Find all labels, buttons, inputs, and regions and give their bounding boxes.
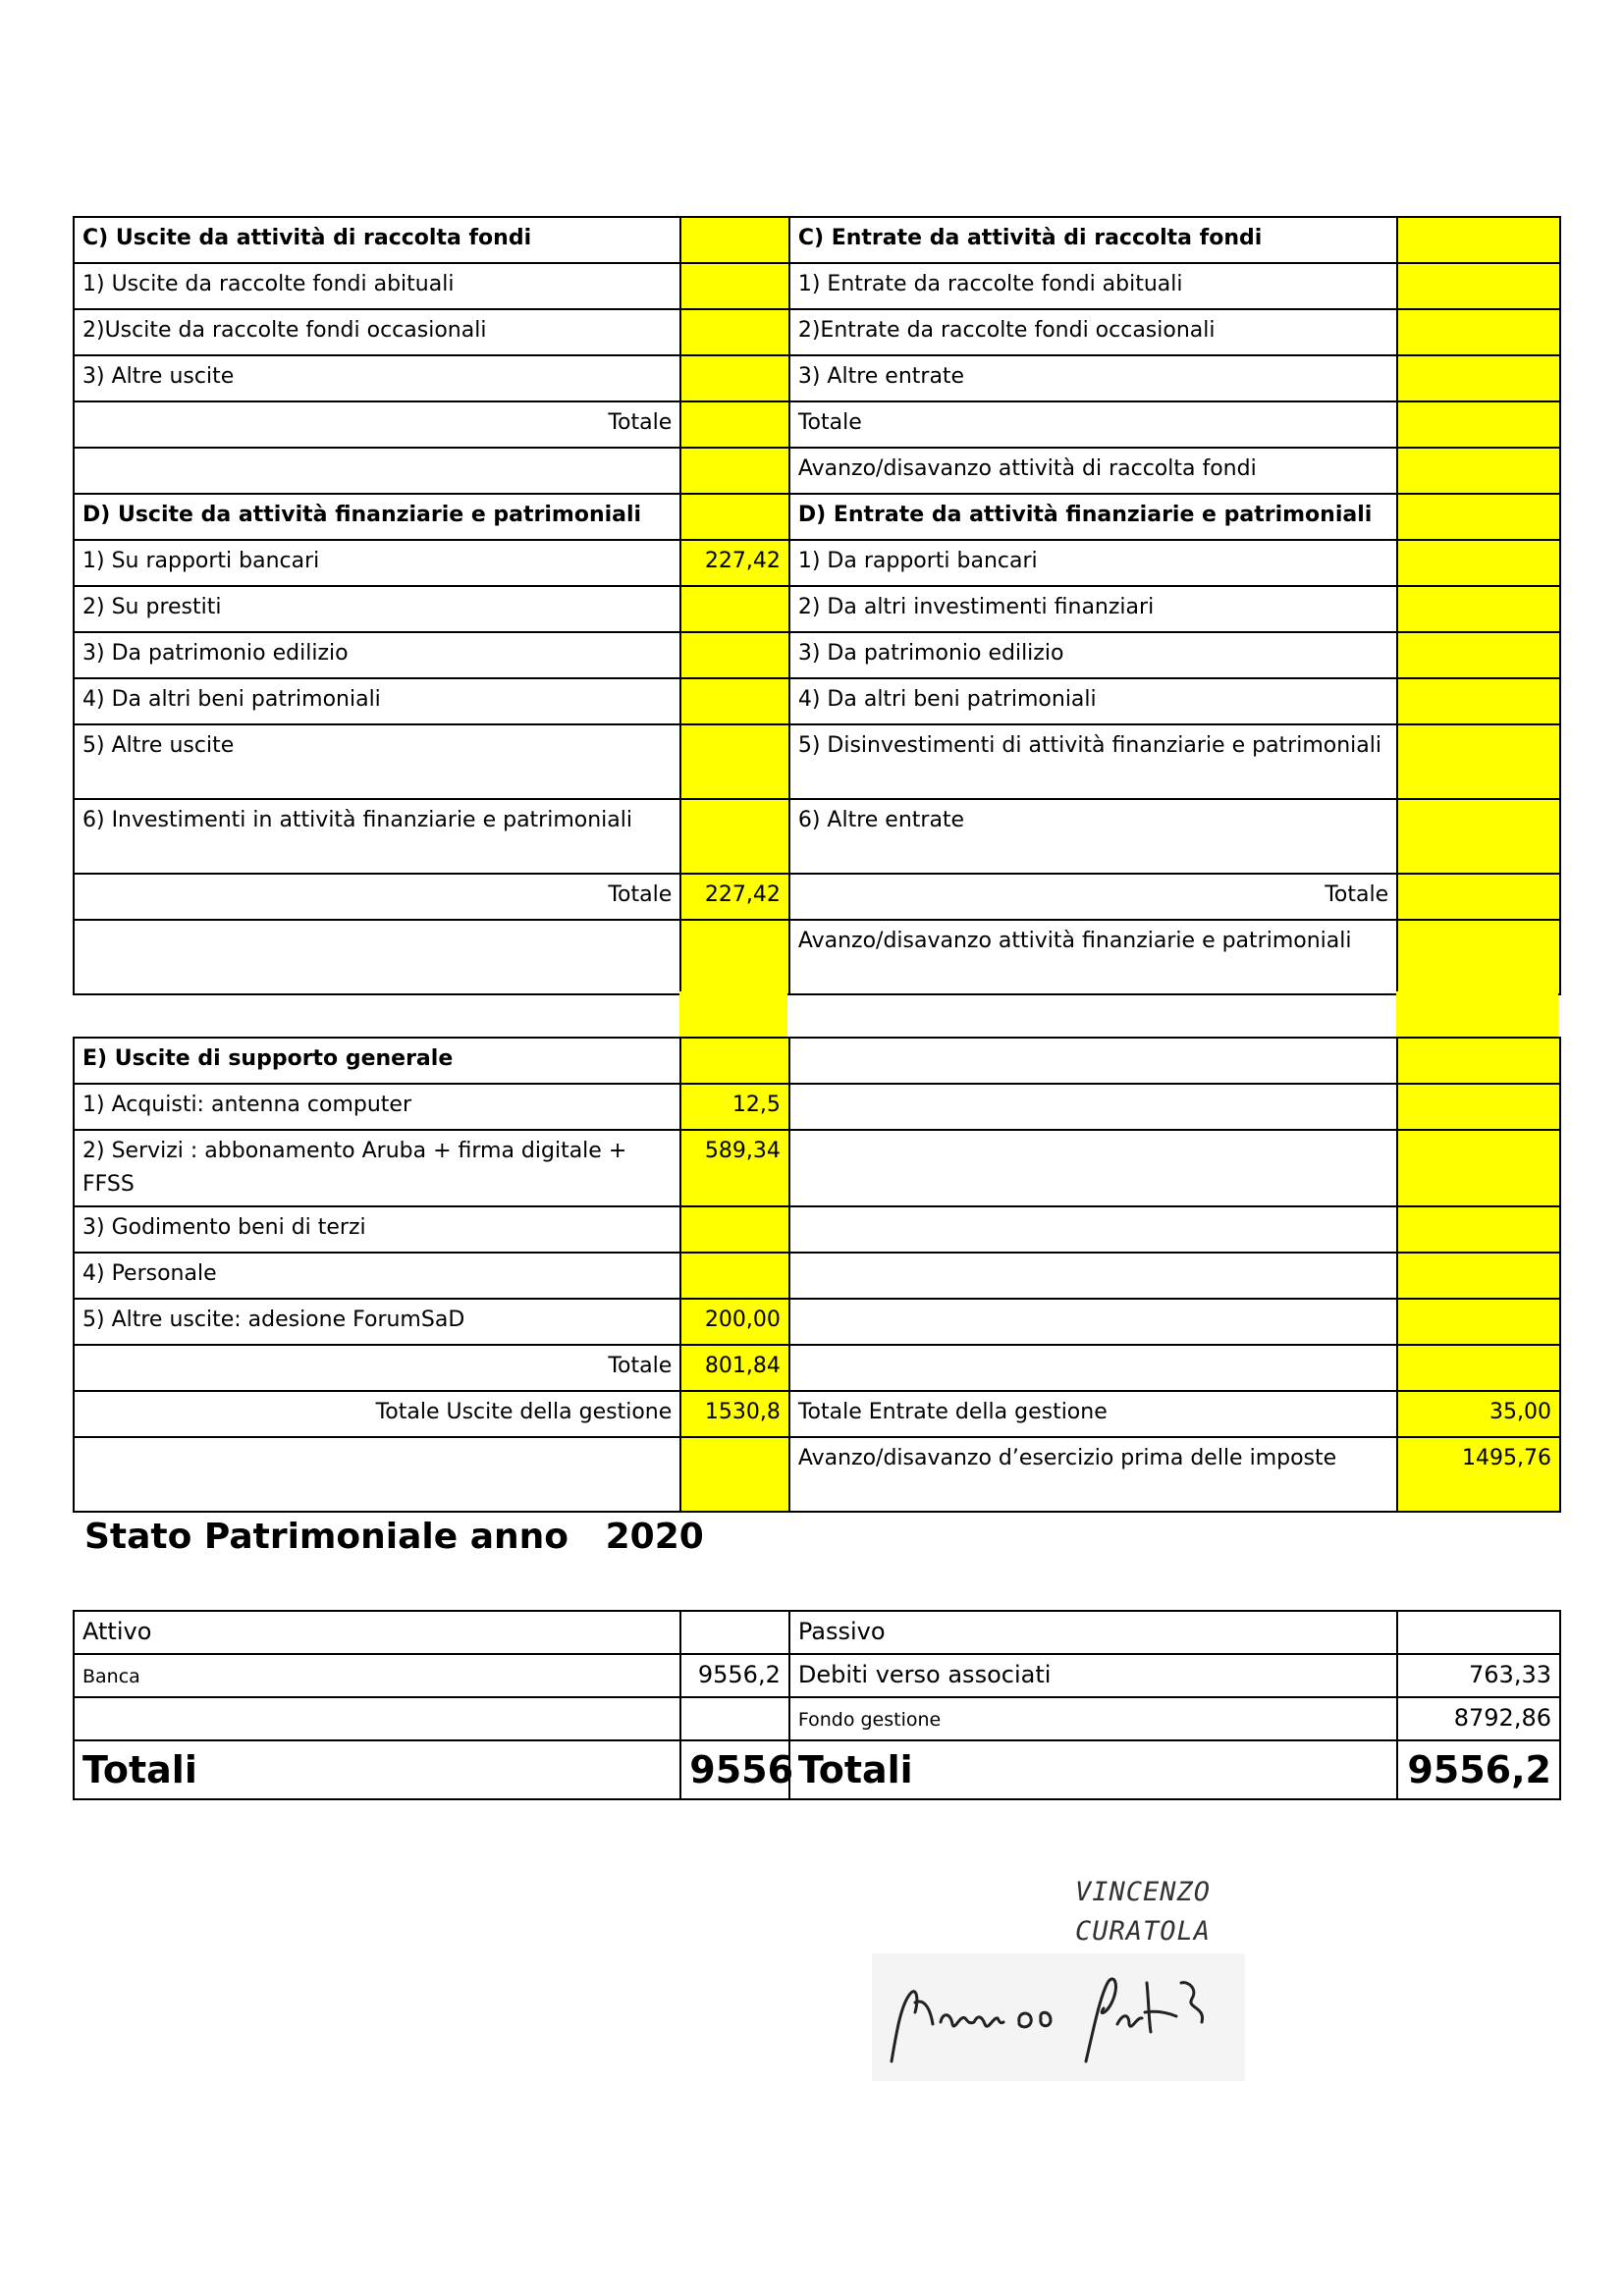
empty-cell [1397, 1611, 1560, 1654]
row-label: 1) Acquisti: antenna computer [74, 1084, 680, 1130]
value-cell [1397, 263, 1560, 309]
row-label: 2) Su prestiti [74, 586, 680, 632]
signatory-last-name: CURATOLA [1075, 1916, 1212, 1947]
value-cell [1397, 540, 1560, 586]
value-cell [680, 448, 789, 494]
total-label: Totale [74, 874, 680, 920]
table-header-row [74, 1611, 1560, 1654]
value-cell [680, 724, 789, 799]
totali-passivo-label: Totali [789, 1740, 1397, 1799]
row-label: 6) Investimenti in attività finanziarie e patrimoniali [74, 799, 680, 874]
attivo-item: Banca [74, 1654, 680, 1697]
table-row [74, 632, 1560, 678]
value-cell [680, 920, 789, 994]
section-d-entrate-heading: D) Entrate da attività finanziarie e patrimoniali [789, 494, 1397, 540]
value-cell [680, 1437, 789, 1512]
value-cell [1397, 1084, 1560, 1130]
passivo-value: 8792,86 [1397, 1697, 1560, 1740]
total-label: Totale [74, 1345, 680, 1391]
row-label: 3) Da patrimonio edilizio [74, 632, 680, 678]
value-cell [1397, 1206, 1560, 1253]
value-cell: 227,42 [680, 874, 789, 920]
value-cell [1397, 494, 1560, 540]
value-cell [1397, 355, 1560, 401]
row-label: 5) Altre uscite [74, 724, 680, 799]
row-label [789, 1253, 1397, 1299]
table-row [74, 217, 1560, 263]
value-cell [1397, 920, 1560, 994]
rendiconto-table-e [73, 1037, 1561, 1513]
table-row [74, 1697, 1560, 1740]
table-row [74, 799, 1560, 874]
passivo-value: 763,33 [1397, 1654, 1560, 1697]
table-row [74, 1654, 1560, 1697]
value-cell [680, 1253, 789, 1299]
row-label [74, 448, 680, 494]
value-cell: 227,42 [680, 540, 789, 586]
value-cell [1397, 1130, 1560, 1206]
value-cell [680, 355, 789, 401]
value-cell [1397, 1345, 1560, 1391]
total-label: Totale [789, 874, 1397, 920]
handwritten-signature-image [872, 1953, 1245, 2081]
row-label [789, 1038, 1397, 1084]
table-row-total [74, 401, 1560, 448]
value-cell [680, 1038, 789, 1084]
value-cell [680, 799, 789, 874]
signatory-name [1075, 1873, 1211, 1951]
row-label: 1) Su rapporti bancari [74, 540, 680, 586]
total-label: Totale [74, 401, 680, 448]
row-label: 2) Da altri investimenti finanziari [789, 586, 1397, 632]
value-cell [680, 678, 789, 724]
row-label: 3) Altre uscite [74, 355, 680, 401]
attivo-value: 9556,2 [680, 1654, 789, 1697]
row-label: 2)Entrate da raccolte fondi occasionali [789, 309, 1397, 355]
value-cell [1397, 401, 1560, 448]
value-cell [1397, 448, 1560, 494]
totali-passivo-value: 9556,2 [1397, 1740, 1560, 1799]
value-cell [680, 632, 789, 678]
section-d-uscite-heading: D) Uscite da attività finanziarie e patrimoniali [74, 494, 680, 540]
stato-patrimoniale-table [73, 1610, 1561, 1800]
rendiconto-table-c-d [73, 216, 1561, 995]
section-c-entrate-heading: C) Entrate da attività di raccolta fondi [789, 217, 1397, 263]
table-row [74, 1206, 1560, 1253]
row-label [789, 1130, 1397, 1206]
row-label: 1) Uscite da raccolte fondi abituali [74, 263, 680, 309]
row-label [74, 920, 680, 994]
totale-entrate-value: 35,00 [1397, 1391, 1560, 1437]
signatory-first-name: VINCENZO [1075, 1877, 1212, 1907]
value-cell: 801,84 [680, 1345, 789, 1391]
value-cell [1397, 678, 1560, 724]
attivo-item [74, 1697, 680, 1740]
table-row [74, 678, 1560, 724]
row-label: 4) Da altri beni patrimoniali [74, 678, 680, 724]
stato-patrimoniale-title: Stato Patrimoniale anno 2020 [84, 1517, 704, 1557]
totals-row [74, 1740, 1560, 1799]
table-row [74, 355, 1560, 401]
value-cell [680, 401, 789, 448]
row-label: 1) Da rapporti bancari [789, 540, 1397, 586]
value-cell [1397, 217, 1560, 263]
table-row [74, 1437, 1560, 1512]
section-c-uscite-heading: C) Uscite da attività di raccolta fondi [74, 217, 680, 263]
row-label: 2) Servizi : abbonamento Aruba + firma digitale + FFSS [74, 1130, 680, 1206]
table-row [74, 586, 1560, 632]
table-row [74, 724, 1560, 799]
table-row [74, 920, 1560, 994]
row-label [789, 1299, 1397, 1345]
avanzo-label: Avanzo/disavanzo attività di raccolta fondi [789, 448, 1397, 494]
table-row [74, 263, 1560, 309]
totale-uscite-label: Totale Uscite della gestione [74, 1391, 680, 1437]
attivo-header: Attivo [74, 1611, 680, 1654]
totale-entrate-label: Totale Entrate della gestione [789, 1391, 1397, 1437]
row-label [789, 1345, 1397, 1391]
value-cell [1397, 632, 1560, 678]
value-cell [680, 263, 789, 309]
totale-uscite-value: 1530,8 [680, 1391, 789, 1437]
avanzo-esercizio-value: 1495,76 [1397, 1437, 1560, 1512]
table-row [74, 1084, 1560, 1130]
totali-attivo-value: 9556 [680, 1740, 789, 1799]
table-row [74, 494, 1560, 540]
passivo-item: Debiti verso associati [789, 1654, 1397, 1697]
table-row-grand-total [74, 1391, 1560, 1437]
table-row-total [74, 1345, 1560, 1391]
value-cell [1397, 724, 1560, 799]
row-label [789, 1206, 1397, 1253]
value-cell [1397, 1299, 1560, 1345]
value-cell [1397, 799, 1560, 874]
value-cell [1397, 309, 1560, 355]
row-label: 3) Da patrimonio edilizio [789, 632, 1397, 678]
row-label [74, 1437, 680, 1512]
table-row [74, 1253, 1560, 1299]
value-cell [1397, 874, 1560, 920]
row-label: 4) Personale [74, 1253, 680, 1299]
value-cell: 589,34 [680, 1130, 789, 1206]
table-row-total [74, 874, 1560, 920]
passivo-item: Fondo gestione [789, 1697, 1397, 1740]
table-row [74, 1130, 1560, 1206]
value-cell [1397, 586, 1560, 632]
total-label: Totale [789, 401, 1397, 448]
section-e-heading: E) Uscite di supporto generale [74, 1038, 680, 1084]
row-label: 3) Godimento beni di terzi [74, 1206, 680, 1253]
value-cell [1397, 1253, 1560, 1299]
table-row [74, 540, 1560, 586]
attivo-value [680, 1697, 789, 1740]
value-cell [680, 217, 789, 263]
row-label: 4) Da altri beni patrimoniali [789, 678, 1397, 724]
table-row [74, 1038, 1560, 1084]
empty-cell [680, 1611, 789, 1654]
table-row [74, 309, 1560, 355]
spacer-highlight-right [1396, 991, 1558, 1037]
value-cell [680, 1206, 789, 1253]
row-label: 1) Entrate da raccolte fondi abituali [789, 263, 1397, 309]
value-cell: 200,00 [680, 1299, 789, 1345]
passivo-header: Passivo [789, 1611, 1397, 1654]
avanzo-label: Avanzo/disavanzo attività finanziarie e patrimoniali [789, 920, 1397, 994]
table-row [74, 448, 1560, 494]
table-row [74, 1299, 1560, 1345]
row-label [789, 1084, 1397, 1130]
value-cell [1397, 1038, 1560, 1084]
totali-attivo-label: Totali [74, 1740, 680, 1799]
row-label: 5) Disinvestimenti di attività finanziarie e patrimoniali [789, 724, 1397, 799]
value-cell [680, 309, 789, 355]
row-label: 6) Altre entrate [789, 799, 1397, 874]
value-cell: 12,5 [680, 1084, 789, 1130]
value-cell [680, 586, 789, 632]
row-label: 5) Altre uscite: adesione ForumSaD [74, 1299, 680, 1345]
value-cell [680, 494, 789, 540]
row-label: 2)Uscite da raccolte fondi occasionali [74, 309, 680, 355]
avanzo-esercizio-label: Avanzo/disavanzo d’esercizio prima delle imposte [789, 1437, 1397, 1512]
row-label: 3) Altre entrate [789, 355, 1397, 401]
spacer-highlight-left [679, 991, 787, 1037]
